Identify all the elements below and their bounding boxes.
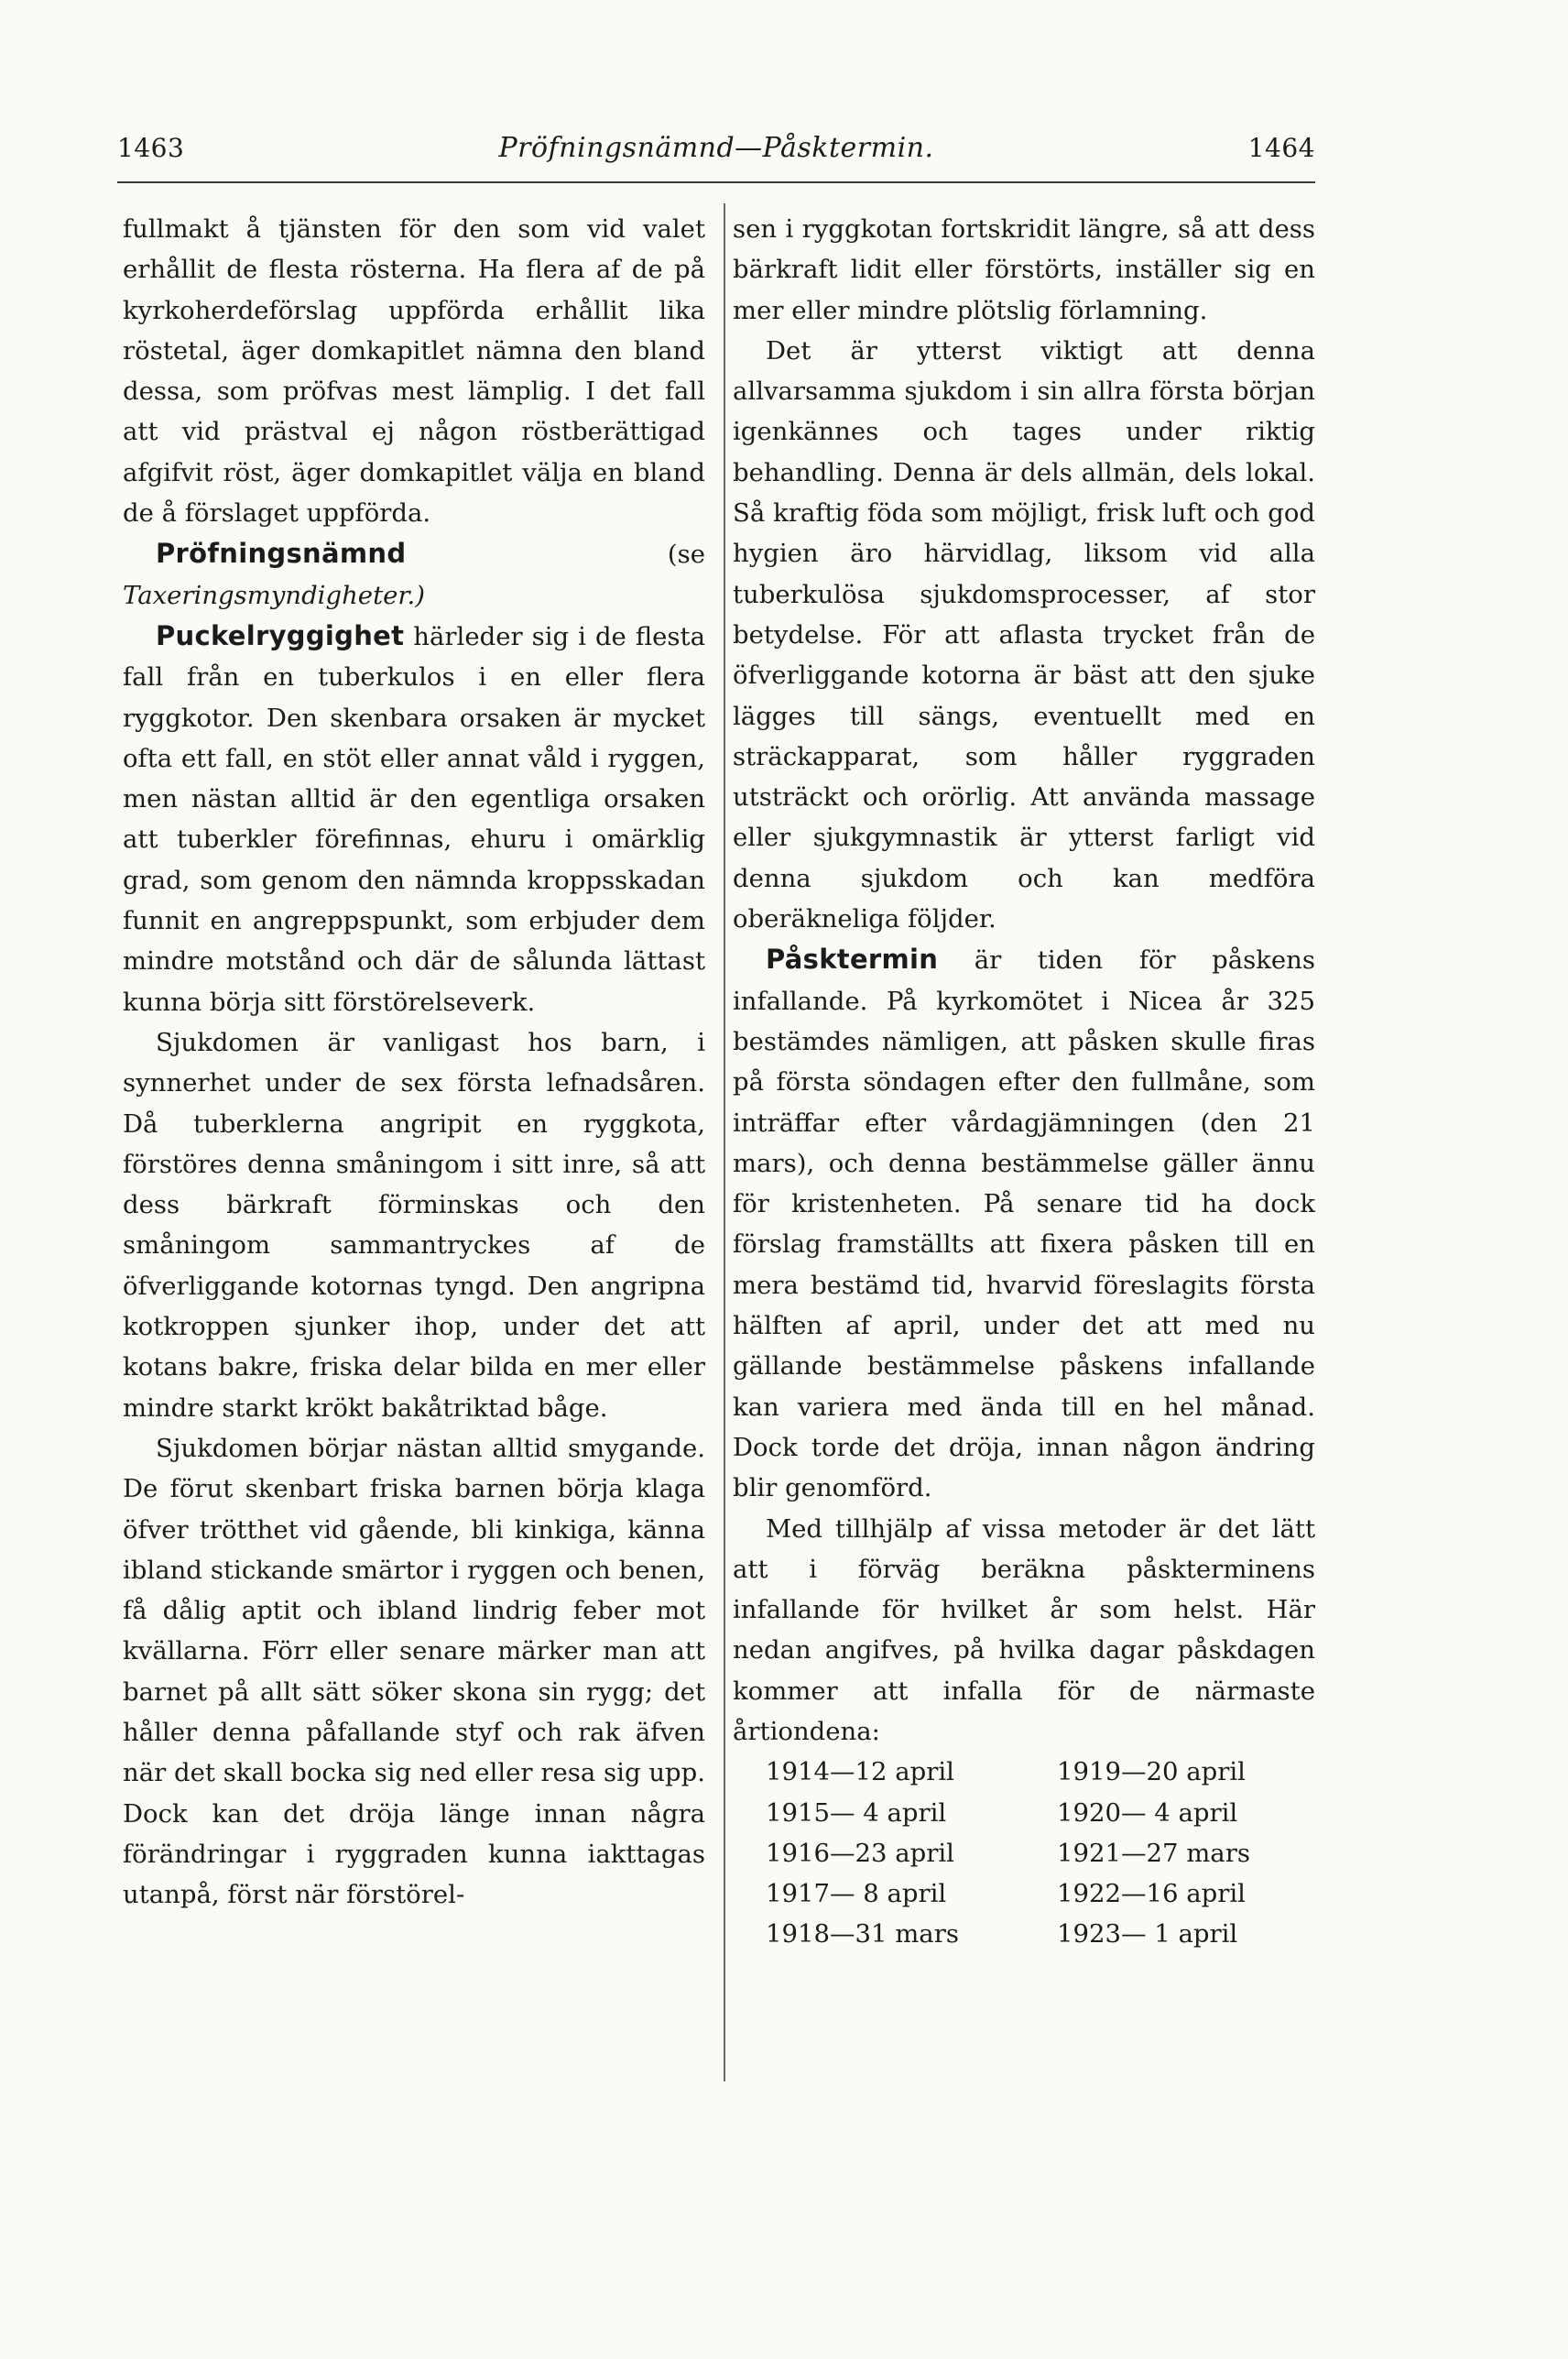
right-column	[733, 209, 1315, 1955]
easter-date: 1920— 4 april	[1057, 1797, 1238, 1828]
running-title: Pröfningsnämnd—Påsktermin.	[498, 132, 934, 164]
right-page-number: 1464	[1247, 133, 1315, 163]
entry-pasktermin	[733, 939, 1315, 1508]
entry-text: härleder sig i de flesta fall från en tuberkulos i en eller flera ryggkotor. Den skenbara orsaken är mycket ofta ett fall, en stöt eller annat våld i ryggen, men nästan alltid är den egentliga orsaken att tuberkler förefinnas, ehuru i omärklig grad, som genom den nämnda kroppsskadan funnit en angreppspunkt, som erbjuder dem mindre motstånd och där de sålunda lättast kunna börja sitt förstörelseverk.	[123, 621, 705, 1017]
easter-date: 1921—27 mars	[1057, 1838, 1250, 1868]
easter-date: 1918—31 mars	[766, 1919, 959, 1949]
easter-date: 1915— 4 april	[766, 1797, 947, 1828]
left-column	[123, 209, 705, 1915]
entry-profningsnamnd	[123, 533, 705, 616]
continuation-paragraph: sen i ryggkotan fortskridit längre, så att dess bärkraft lidit eller förstörts, inställer sig en mer eller mindre plötslig förlamning.	[733, 214, 1315, 325]
paragraph: Det är ytterst viktigt att denna allvarsamma sjukdom i sin allra första början igenkännes och tages under riktig behandling. Denna är dels allmän, dels lokal. Så kraftig föda som möjligt, frisk luft och god hygien äro härvidlag, liksom vid alla tuberkulösa sjukdomsprocesser, af stor betydelse. För att aflasta trycket från de öfverliggande kotorna är bäst att den sjuke lägges till sängs, eventuellt med en sträckapparat, som håller ryggraden utsträckt och orörlig. Att använda massage eller sjukgymnastik är ytterst farligt vid denna sjukdom och kan medföra oberäkneliga följder.	[733, 335, 1315, 934]
page-header	[117, 128, 1315, 176]
headword-profningsnamnd: Pröfningsnämnd	[156, 538, 407, 570]
paragraph: Sjukdomen är vanligast hos barn, i synnerhet under de sex första lefnadsåren. Då tuberklerna angripit en ryggkota, förstöres denna småningom i sitt inre, så att dess bärkraft förminskas och den småningom sammantryckes af de öfverliggande kotornas tyngd. Den angripna kotkroppen sjunker ihop, under det att kotans bakre, friska delar bilda en mer eller mindre starkt krökt bakåtriktad båge.	[123, 1027, 705, 1423]
cross-reference: Taxeringsmyndigheter.)	[123, 580, 425, 610]
paragraph: Med tillhjälp af vissa metoder är det lätt att i förväg beräkna påskterminens infallande för hvilket år som helst. Här nedan angifves, på hvilka dagar påskdagen kommer att infalla för de närmaste årtiondena:	[733, 1513, 1315, 1746]
continuation-paragraph: fullmakt å tjänsten för den som vid valet erhållit de flesta rösterna. Ha flera af de på kyrkoherdeförslag uppförda erhållit lika röstetal, äger domkapitlet nämna den bland dessa, som pröfvas mest lämplig. I det fall att vid prästval ej någon röstberättigad afgifvit röst, äger domkapitlet välja en bland de å förslaget uppförda.	[123, 214, 705, 529]
easter-date: 1922—16 april	[1057, 1879, 1246, 1909]
easter-date: 1914—12 april	[766, 1757, 954, 1787]
easter-date: 1919—20 april	[1057, 1757, 1246, 1787]
entry-text: (se	[406, 540, 705, 570]
easter-dates-table	[733, 1752, 1315, 1954]
entry-puckelryggighet	[123, 616, 705, 1022]
headword-pasktermin: Påsktermin	[766, 944, 939, 976]
easter-date: 1923— 1 april	[1057, 1919, 1238, 1949]
easter-date: 1916—23 april	[766, 1838, 954, 1868]
column-divider	[724, 203, 725, 2081]
headword-puckelryggighet: Puckelryggighet	[156, 619, 405, 651]
paragraph: Sjukdomen börjar nästan alltid smygande. De förut skenbart friska barnen börja klaga öfver trötthet vid gående, bli kinkiga, känna ibland stickande smärtor i ryggen och benen, få dålig aptit och ibland lindrig feber mot kvällarna. Förr eller senare märker man att barnet på allt sätt söker skona sin rygg; det håller denna påfallande styf och rak äfven när det skall bocka sig ned eller resa sig upp. Dock kan det dröja länge innan några förändringar i ryggraden kunna iakttagas utanpå, först när förstörel-	[123, 1433, 705, 1910]
left-page-number: 1463	[117, 133, 185, 163]
entry-text: är tiden för påskens infallande. På kyrkomötet i Nicea år 325 bestämdes nämligen, att påsken skulle firas på första söndagen efter den fullmåne, som inträffar efter vårdagjämningen (den 21 mars), och denna bestämmelse gäller ännu för kristenheten. På senare tid ha dock förslag framställts att fixera påsken till en mera bestämd tid, hvarvid föreslagits första hälften af april, under det att med nu gällande bestämmelse påskens infallande kan variera med ända till en hel månad. Dock torde det dröja, innan någon ändring blir genomförd.	[733, 945, 1315, 1503]
header-rule	[117, 181, 1315, 183]
easter-date: 1917— 8 april	[766, 1879, 947, 1909]
